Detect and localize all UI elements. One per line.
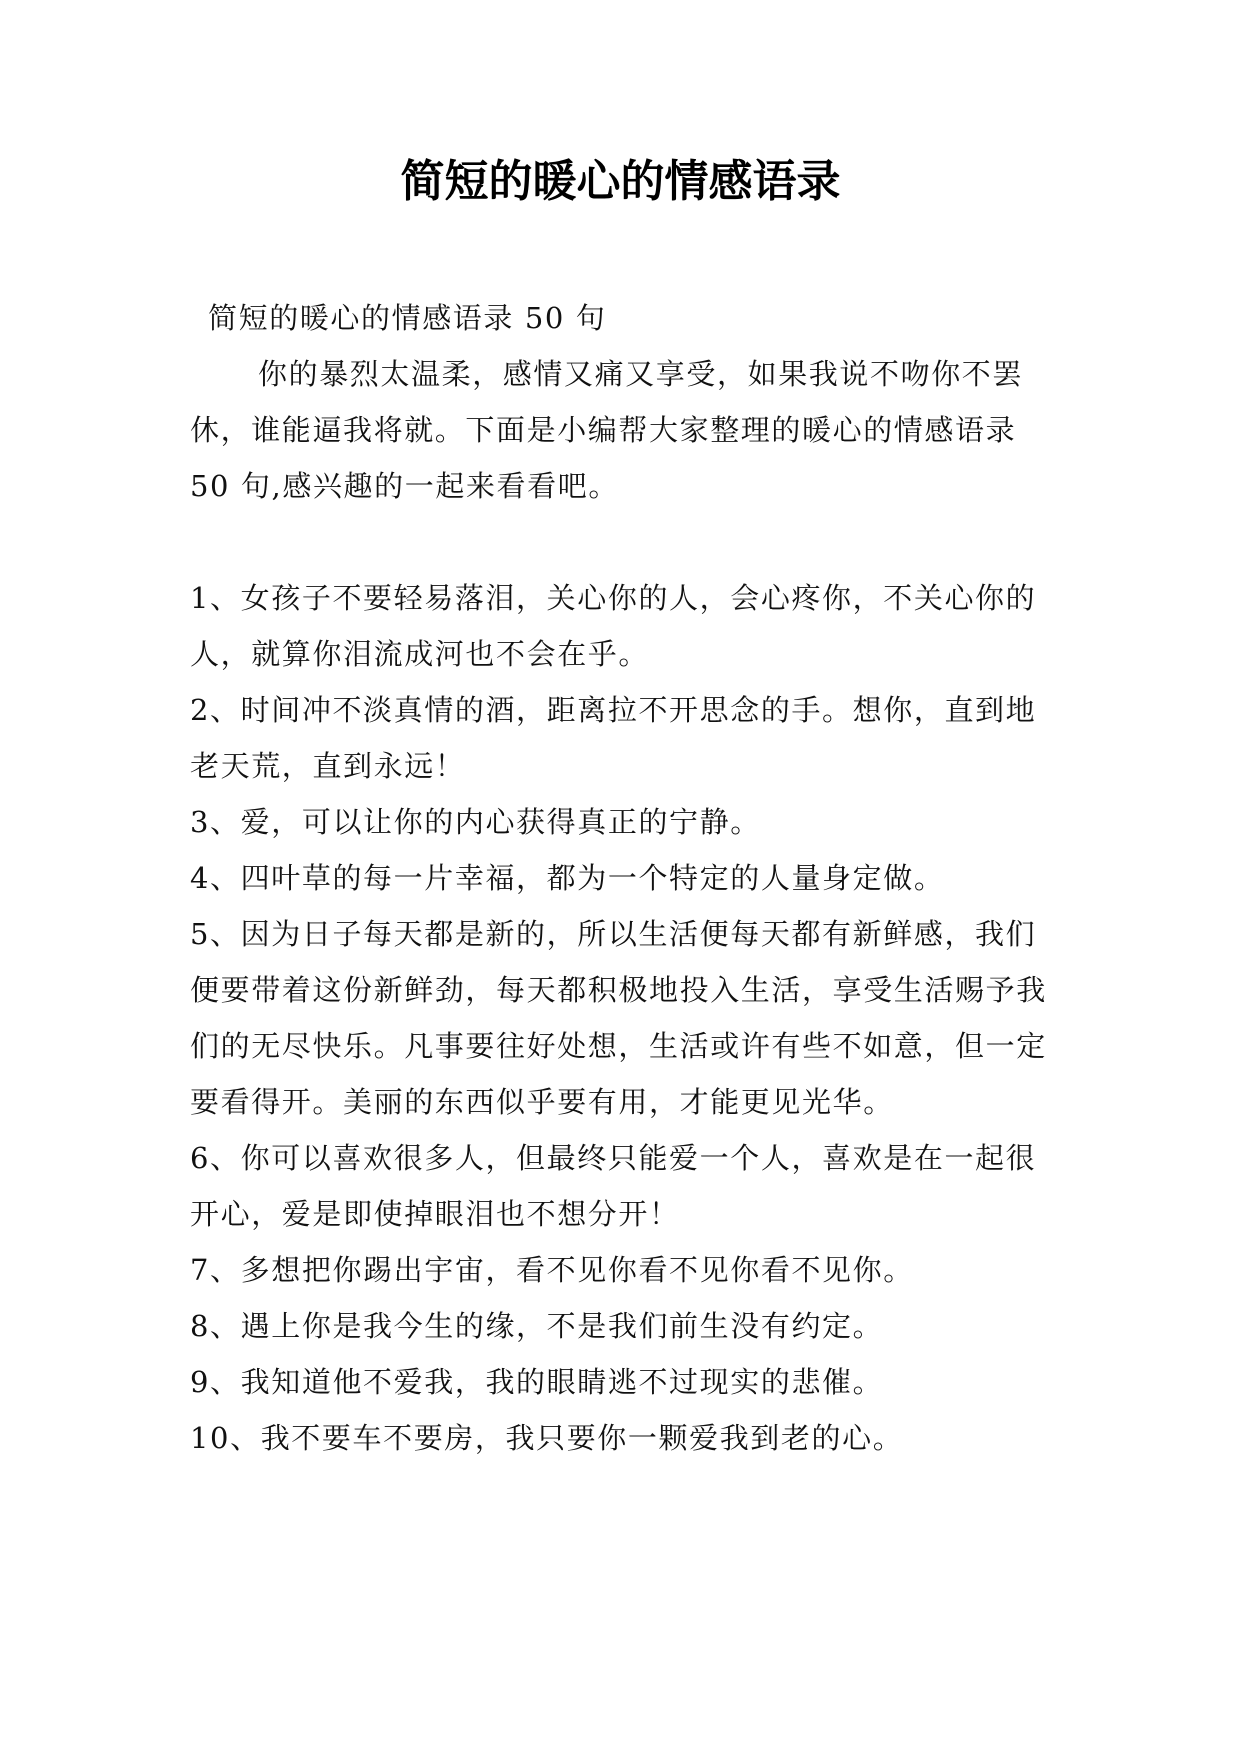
quote-item: 6、你可以喜欢很多人，但最终只能爱一个人，喜欢是在一起很开心，爱是即使掉眼泪也不想分开！ <box>190 1141 1037 1231</box>
quote-item: 4、四叶草的每一片幸福，都为一个特定的人量身定做。 <box>190 861 945 895</box>
paragraph-spacer <box>190 514 1058 570</box>
page-title: 简短的暖心的情感语录 <box>400 156 841 207</box>
quote-list <box>190 570 1058 1466</box>
quote-item: 5、因为日子每天都是新的，所以生活便每天都有新鲜感，我们便要带着这份新鲜劲，每天都积极地投入生活，享受生活赐予我们的无尽快乐。凡事要往好处想，生活或许有些不如意，但一定要看得开。美丽的东西似乎要有用，才能更见光华。 <box>190 917 1047 1119</box>
quote-item: 1、女孩子不要轻易落泪，关心你的人，会心疼你，不关心你的人，就算你泪流成河也不会在乎。 <box>190 581 1037 671</box>
quote-item: 3、爱，可以让你的内心获得真正的宁静。 <box>190 805 761 839</box>
intro-paragraph: 你的暴烈太温柔，感情又痛又享受，如果我说不吻你不罢休，谁能逼我将就。下面是小编帮大家整理的暖心的情感语录 50 句,感兴趣的一起来看看吧。 <box>190 357 1024 503</box>
quote-item: 10、我不要车不要房，我只要你一颗爱我到老的心。 <box>190 1421 904 1455</box>
quote-item: 8、遇上你是我今生的缘，不是我们前生没有约定。 <box>190 1309 884 1343</box>
quote-item: 7、多想把你踢出宇宙，看不见你看不见你看不见你。 <box>190 1253 914 1287</box>
document-subtitle: 简短的暖心的情感语录 50 句 <box>208 301 607 335</box>
quote-item: 2、时间冲不淡真情的酒，距离拉不开思念的手。想你，直到地老天荒，直到永远！ <box>190 693 1037 783</box>
document-body <box>190 290 1058 1466</box>
quote-item: 9、我知道他不爱我，我的眼睛逃不过现实的悲催。 <box>190 1365 884 1399</box>
